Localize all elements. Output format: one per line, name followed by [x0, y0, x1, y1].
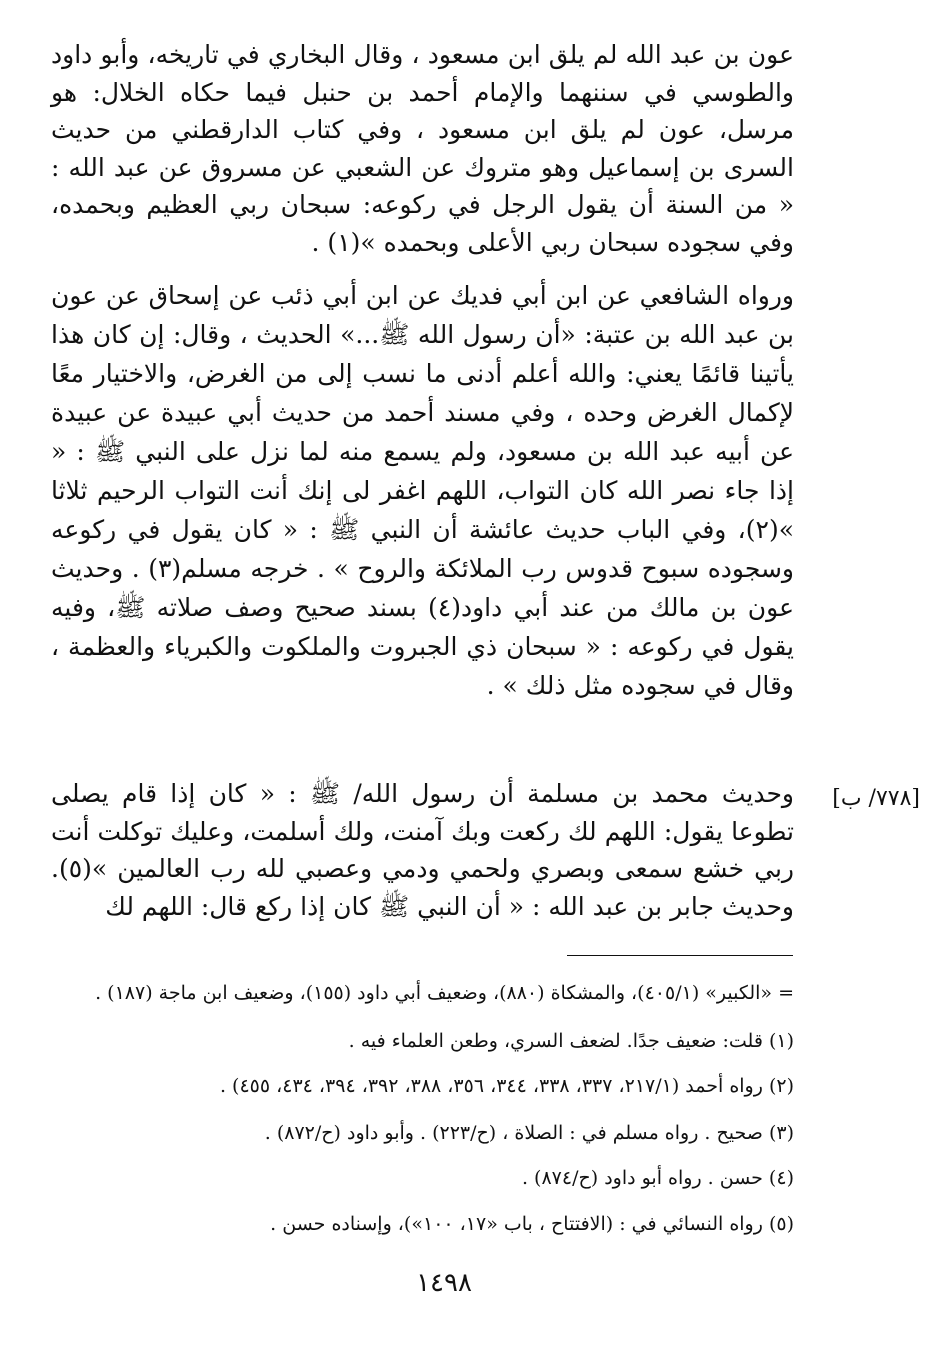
body-paragraph-3: وحديث محمد بن مسلمة أن رسول الله/ ﷺ : « كان إذا قام يصلى تطوعا يقول: اللهم لك ركعت وبك آمنت، ولك أسلمت، وعليك توكلت أنت ربي خشع سمعى وبصري ولحمي ودمي وعصبي لله رب العالمين »(٥). وحديث جابر بن عبد الله : « أن النبي ﷺ كان إذا ركع قال: اللهم لك — [51, 779, 794, 921]
footnote-divider — [567, 955, 793, 956]
footnote-4: (٤) حسن . رواه أبو داود (ح/٨٧٤) . — [521, 1167, 794, 1189]
body-paragraph-1: عون بن عبد الله لم يلق ابن مسعود ، وقال البخاري في تاريخه، وأبو داود والطوسي في سننهما والإمام أحمد بن حنبل فيما حكاه الخلال: هو مرسل، عون لم يلق ابن مسعود ، وفي كتاب الدارقطني من حديث السرى بن إسماعيل وهو متروك عن الشعبي عن مسروق عن عبد الله : « من السنة أن يقول الرجل في ركوعه: سبحان ربي العظيم وبحمده، وفي سجوده سبحان ربي الأعلى وبحمده »(١) . — [51, 40, 794, 257]
manuscript-folio-reference: [٧٧٨/ ب] — [832, 786, 920, 811]
footnote-5: (٥) رواه النسائي في : (الافتتاح ، باب «١٧، ١٠٠»)، وإسناده حسن . — [270, 1213, 794, 1235]
footnote-continuation: = «الكبير» (٤٠٥/١)، والمشكاة (٨٨٠)، وضعيف أبي داود (١٥٥)، وضعيف ابن ماجة (١٨٧) . — [95, 982, 794, 1004]
footnote-2: (٢) رواه أحمد (٢١٧/١، ٣٣٧، ٣٣٨، ٣٤٤، ٣٥٦، ٣٨٨، ٣٩٢، ٣٩٤، ٤٣٤، ٤٥٥) . — [219, 1075, 794, 1097]
page-number: ١٤٩٨ — [416, 1268, 472, 1298]
footnote-1: (١) قلت: ضعيف جدًا. لضعف السري، وطعن العلماء فيه . — [348, 1030, 794, 1052]
body-paragraph-2: ورواه الشافعي عن ابن أبي فديك عن ابن أبي ذئب عن إسحاق عن عون بن عبد الله بن عتبة: «أن رسول الله ﷺ...» الحديث ، وقال: إن كان هذا يأتينا قائمًا يعني: والله أعلم أدنى ما نسب إلى من الغرض، والاختيار معًا لإكمال الغرض وحده ، وفي مسند أحمد من حديث أبي عبيدة عن عبيدة عن أبيه عبد الله بن مسعود، ولم يسمع منه لما نزل على النبي ﷺ : « إذا جاء نصر الله كان التواب، اللهم اغفر لى إنك أنت التواب الرحيم ثلاثا »(٢)، وفي الباب حديث عائشة أن النبي ﷺ : « كان يقول في ركوعه وسجوده سبوح قدوس رب الملائكة والروح » . خرجه مسلم(٣) . وحديث عون بن مالك من عند أبي داود(٤) بسند صحيح وصف صلاته ﷺ، وفيه يقول في ركوعه : « سبحان ذي الجبروت والملكوت والكبرياء والعظمة ، وقال في سجوده مثل ذلك » . — [51, 281, 795, 700]
footnote-3: (٣) صحيح . رواه مسلم في : الصلاة ، (ح/٢٢٣) . وأبو داود (ح/٨٧٢) . — [264, 1122, 794, 1144]
